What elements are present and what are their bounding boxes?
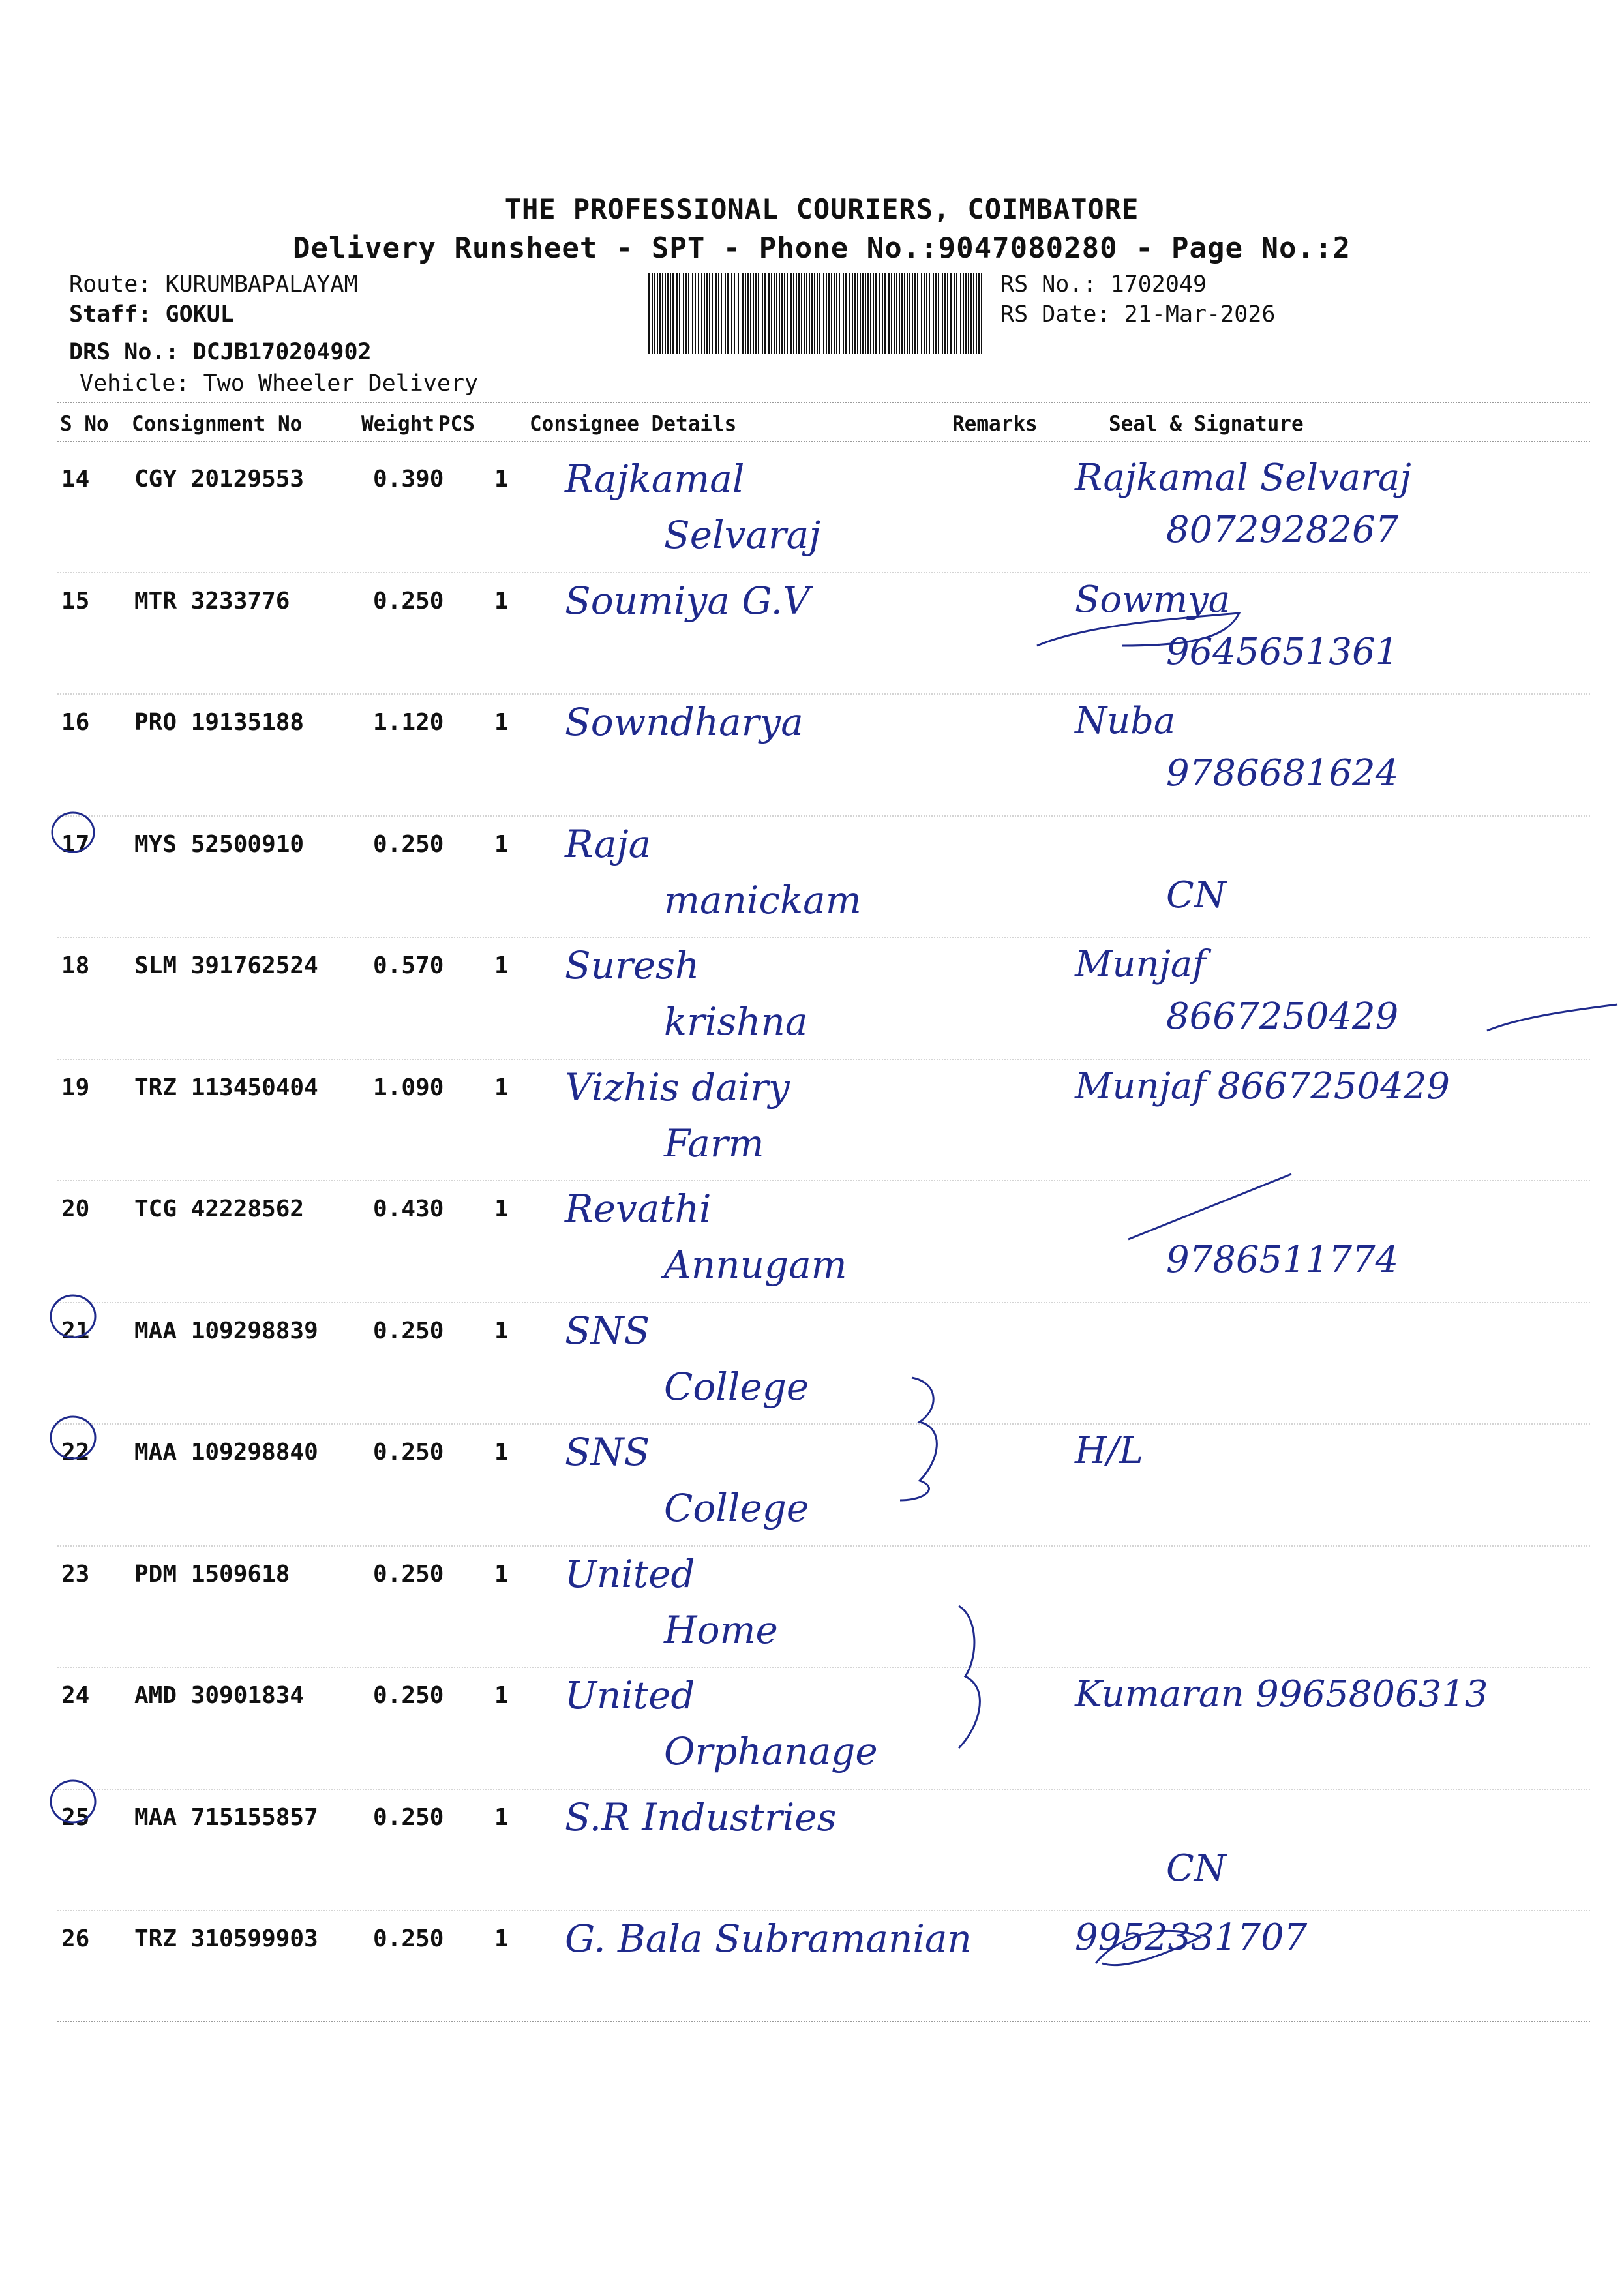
consignee-name-line2: Annugam (664, 1243, 847, 1287)
barcode-bar (852, 273, 853, 354)
consignee-name-line2: Home (664, 1608, 778, 1652)
header-top-rule (57, 402, 1590, 403)
barcode-bar (817, 273, 818, 354)
barcode-bar (652, 273, 653, 354)
consignee-name-line1: S.R Industries (565, 1795, 837, 1839)
signature-line1: Munjaf (1075, 943, 1206, 986)
barcode-bar (706, 273, 708, 354)
pieces-count: 1 (494, 709, 509, 736)
serial-number: 26 (61, 1926, 90, 1952)
serial-number: 15 (61, 588, 90, 614)
barcode-bar (862, 273, 864, 354)
consignee-name-line1: Raja (565, 822, 652, 866)
barcode-bar (823, 273, 824, 354)
row-divider (57, 815, 1590, 817)
barcode-bar (947, 273, 948, 354)
barcode-bar (978, 273, 980, 354)
barcode-bar (926, 273, 927, 354)
drs-label: DRS No.: (69, 339, 179, 365)
header-bottom-rule (57, 441, 1590, 442)
barcode-bar (762, 273, 763, 354)
signature-line1: Rajkamal Selvaraj (1075, 457, 1411, 499)
row-divider (57, 937, 1590, 938)
col-pcs: PCS (438, 412, 475, 436)
barcode-bar (698, 273, 699, 354)
consignee-name-line2: Orphanage (664, 1729, 878, 1774)
serial-number: 24 (61, 1682, 90, 1709)
serial-number: 17 (61, 831, 90, 858)
barcode-bar (963, 273, 964, 354)
drs-value: DCJB170204902 (192, 339, 372, 365)
barcode-bar (854, 273, 856, 354)
weight-value: 0.250 (373, 831, 444, 858)
consignee-name-line1: Vizhis dairy (565, 1065, 790, 1110)
pieces-count: 1 (494, 1682, 509, 1709)
barcode-bar (875, 273, 877, 354)
consignment-number: PDM 1509618 (134, 1561, 290, 1588)
barcode-bar (755, 273, 757, 354)
barcode-bar (884, 273, 886, 354)
barcode-bar (721, 273, 722, 354)
barcode-bar (912, 273, 913, 354)
consignment-number: PRO 19135188 (134, 709, 305, 736)
barcode-bar (981, 273, 982, 354)
barcode-bar (715, 273, 717, 354)
consignee-name-line1: Soumiya G.V (565, 579, 810, 623)
barcode-bar (828, 273, 830, 354)
col-consignment: Consignment No (132, 412, 303, 436)
barcode-bar (909, 273, 910, 354)
pieces-count: 1 (494, 466, 509, 492)
barcode-bar (764, 273, 766, 354)
barcode-bar (970, 273, 972, 354)
weight-value: 0.250 (373, 588, 444, 614)
table-row (57, 1545, 1590, 1667)
consignment-number: AMD 30901834 (134, 1682, 305, 1709)
barcode (647, 273, 987, 354)
serial-number: 23 (61, 1561, 90, 1588)
barcode-bar (938, 273, 939, 354)
barcode-bar (692, 273, 693, 354)
consignee-name-line2: krishna (664, 999, 808, 1044)
pieces-count: 1 (494, 1926, 509, 1952)
company-title: THE PROFESSIONAL COURIERS, COIMBATORE (504, 193, 1139, 225)
barcode-bar (834, 273, 835, 354)
weight-value: 0.390 (373, 466, 444, 492)
barcode-bar (924, 273, 925, 354)
consignee-name-line1: G. Bala Subramanian (565, 1916, 972, 1961)
col-weight: Weight (361, 412, 434, 436)
consignee-name-line1: SNS (565, 1430, 650, 1474)
consignee-name-line1: Suresh (565, 943, 700, 988)
barcode-bar (796, 273, 797, 354)
barcode-bar (879, 273, 880, 354)
pieces-count: 1 (494, 1561, 509, 1588)
barcode-bar (718, 273, 719, 354)
barcode-bar (896, 273, 897, 354)
signature-line1: Kumaran 9965806313 (1075, 1673, 1488, 1715)
barcode-bar (843, 273, 844, 354)
table-row (57, 572, 1590, 693)
table-row (57, 1302, 1590, 1423)
barcode-bar (917, 273, 918, 354)
barcode-bar (849, 273, 850, 354)
barcode-bar (865, 273, 866, 354)
route-value: KURUMBAPALAYAM (165, 271, 358, 297)
barcode-bar (901, 273, 903, 354)
barcode-bar (648, 273, 650, 354)
row-divider (57, 1667, 1590, 1668)
barcode-bar (747, 273, 749, 354)
signature-line2: 9786681624 (1166, 752, 1399, 794)
barcode-bar (968, 273, 969, 354)
consignee-name-line2: College (664, 1486, 809, 1530)
pieces-count: 1 (494, 831, 509, 858)
barcode-bar (670, 273, 671, 354)
consignment-number: MYS 52500910 (134, 831, 305, 858)
signature-line1: Sowmya (1075, 579, 1231, 621)
barcode-bar (701, 273, 702, 354)
consignment-number: TCG 42228562 (134, 1196, 305, 1222)
barcode-bar (679, 273, 680, 354)
barcode-bar (798, 273, 800, 354)
weight-value: 0.250 (373, 1439, 444, 1466)
consignment-number: MAA 109298840 (134, 1439, 318, 1466)
barcode-bar (750, 273, 751, 354)
barcode-bar (787, 273, 788, 354)
row-divider (57, 1302, 1590, 1303)
barcode-bar (704, 273, 705, 354)
consignment-number: TRZ 113450404 (134, 1074, 318, 1101)
barcode-bar (860, 273, 861, 354)
col-signature: Seal & Signature (1109, 412, 1304, 436)
barcode-bar (801, 273, 802, 354)
serial-number: 21 (61, 1318, 90, 1344)
barcode-bar (784, 273, 785, 354)
signature-line1: Nuba (1075, 700, 1176, 742)
barcode-bar (709, 273, 710, 354)
weight-value: 0.430 (373, 1196, 444, 1222)
barcode-bar (891, 273, 892, 354)
barcode-bar (914, 273, 916, 354)
barcode-bar (831, 273, 832, 354)
rs-date-label: RS Date: (1000, 301, 1111, 327)
col-remarks: Remarks (952, 412, 1038, 436)
barcode-bar (676, 273, 678, 354)
row-divider (57, 1545, 1590, 1547)
barcode-bar (742, 273, 744, 354)
barcode-bar (657, 273, 658, 354)
barcode-bar (804, 273, 805, 354)
barcode-bar (950, 273, 952, 354)
barcode-bar (776, 273, 777, 354)
barcode-bar (899, 273, 900, 354)
barcode-bar (809, 273, 810, 354)
barcode-bar (929, 273, 930, 354)
row-divider (57, 572, 1590, 573)
serial-number: 20 (61, 1196, 90, 1222)
barcode-bar (683, 273, 684, 354)
pieces-count: 1 (494, 1804, 509, 1831)
consignee-name-line1: United (565, 1673, 695, 1717)
table-row (57, 450, 1590, 571)
weight-value: 0.250 (373, 1561, 444, 1588)
route-line (69, 271, 358, 297)
barcode-bar (873, 273, 874, 354)
consignee-name-line1: Rajkamal (565, 457, 745, 501)
barcode-bar (857, 273, 858, 354)
consignment-number: MAA 715155857 (134, 1804, 318, 1831)
barcode-bar (882, 273, 883, 354)
consignee-name-line2: Selvaraj (664, 513, 821, 557)
rs-date-line (1000, 301, 1275, 327)
barcode-bar (672, 273, 674, 354)
barcode-bar (774, 273, 775, 354)
vehicle-line (80, 370, 478, 397)
barcode-bar (870, 273, 871, 354)
barcode-bar (731, 273, 732, 354)
barcode-bar (836, 273, 837, 354)
consignee-name-line2: College (664, 1365, 809, 1409)
barcode-bar (894, 273, 895, 354)
row-divider (57, 1910, 1590, 1911)
barcode-bar (819, 273, 820, 354)
runsheet-subtitle: Delivery Runsheet - SPT - Phone No.:9047080280 - Page No.:2 (293, 232, 1351, 265)
weight-value: 0.250 (373, 1682, 444, 1709)
serial-number: 25 (61, 1804, 90, 1831)
barcode-bar (965, 273, 967, 354)
consignee-name-line1: Revathi (565, 1186, 712, 1231)
consignment-number: TRZ 310599903 (134, 1926, 318, 1952)
barcode-bar (695, 273, 696, 354)
row-divider (57, 1059, 1590, 1060)
table-row (57, 1789, 1590, 1910)
barcode-bar (768, 273, 770, 354)
barcode-bar (781, 273, 783, 354)
signature-line2: 9786511774 (1166, 1239, 1399, 1281)
barcode-bar (725, 273, 726, 354)
signature-line2: 8072928267 (1166, 509, 1399, 551)
barcode-bar (954, 273, 955, 354)
table-row (57, 693, 1590, 815)
signature-line2: 9645651361 (1166, 631, 1399, 673)
weight-value: 0.250 (373, 1926, 444, 1952)
table-row (57, 937, 1590, 1058)
rs-no-value: 1702049 (1110, 271, 1207, 297)
pieces-count: 1 (494, 1318, 509, 1344)
serial-number: 19 (61, 1074, 90, 1101)
barcode-bar (712, 273, 713, 354)
barcode-bar (888, 273, 890, 354)
pieces-count: 1 (494, 1074, 509, 1101)
barcode-bar (845, 273, 847, 354)
weight-value: 1.120 (373, 709, 444, 736)
barcode-bar (727, 273, 729, 354)
consignment-number: SLM 391762524 (134, 952, 318, 979)
barcode-bar (976, 273, 977, 354)
barcode-bar (867, 273, 869, 354)
row-divider (57, 693, 1590, 695)
barcode-bar (793, 273, 794, 354)
weight-value: 0.250 (373, 1318, 444, 1344)
consignee-name-line1: United (565, 1552, 695, 1596)
barcode-bar (753, 273, 754, 354)
signature-line2: CN (1166, 874, 1226, 916)
barcode-bar (734, 273, 735, 354)
barcode-bar (771, 273, 772, 354)
barcode-bar (907, 273, 908, 354)
pieces-count: 1 (494, 1196, 509, 1222)
barcode-bar (935, 273, 937, 354)
col-consignee: Consignee Details (530, 412, 737, 436)
rs-date-value: 21-Mar-2026 (1124, 301, 1276, 327)
consignee-name-line2: Farm (664, 1121, 764, 1166)
staff-value: GOKUL (165, 301, 234, 327)
signature-line2: CN (1166, 1847, 1226, 1890)
table-row (57, 1667, 1590, 1788)
consignee-name-line1: Sowndharya (565, 700, 804, 744)
table-bottom-rule (57, 2021, 1590, 2022)
weight-value: 0.250 (373, 1804, 444, 1831)
signature-line2: 8667250429 (1166, 995, 1399, 1038)
barcode-bar (921, 273, 922, 354)
drs-line (69, 339, 372, 365)
barcode-bar (806, 273, 807, 354)
barcode-bar (956, 273, 957, 354)
table-row (57, 1423, 1590, 1545)
weight-value: 0.570 (373, 952, 444, 979)
row-divider (57, 1180, 1590, 1181)
signature-line1: 9952331707 (1075, 1916, 1308, 1959)
pieces-count: 1 (494, 952, 509, 979)
barcode-bar (839, 273, 840, 354)
barcode-bar (685, 273, 687, 354)
pieces-count: 1 (494, 588, 509, 614)
staff-line (69, 301, 234, 327)
barcode-bar (790, 273, 792, 354)
row-divider (57, 1789, 1590, 1790)
barcode-bar (973, 273, 974, 354)
consignee-name-line2: manickam (664, 878, 862, 922)
barcode-bar (738, 273, 739, 354)
barcode-bar (826, 273, 827, 354)
signature-line1: Munjaf 8667250429 (1075, 1065, 1451, 1108)
vehicle-label: Vehicle: (80, 370, 190, 397)
consignment-number: CGY 20129553 (134, 466, 305, 492)
barcode-bar (667, 273, 669, 354)
rs-no-label: RS No.: (1000, 271, 1097, 297)
barcode-bar (904, 273, 905, 354)
vehicle-value: Two Wheeler Delivery (203, 370, 479, 397)
barcode-bar (665, 273, 666, 354)
table-row (57, 1910, 1590, 2031)
staff-label: Staff: (69, 301, 152, 327)
barcode-bar (960, 273, 961, 354)
table-row (57, 815, 1590, 937)
consignee-name-line1: SNS (565, 1308, 650, 1353)
serial-number: 14 (61, 466, 90, 492)
barcode-bar (662, 273, 663, 354)
table-row (57, 1180, 1590, 1301)
barcode-bar (779, 273, 780, 354)
table-row (57, 1059, 1590, 1180)
col-sno: S No (60, 412, 109, 436)
barcode-bar (944, 273, 946, 354)
serial-number: 22 (61, 1439, 90, 1466)
rs-no-line (1000, 271, 1207, 297)
row-divider (57, 1423, 1590, 1425)
barcode-bar (654, 273, 655, 354)
serial-number: 18 (61, 952, 90, 979)
barcode-bar (758, 273, 759, 354)
route-label: Route: (69, 271, 152, 297)
barcode-bar (745, 273, 746, 354)
barcode-bar (811, 273, 813, 354)
pieces-count: 1 (494, 1439, 509, 1466)
barcode-bar (933, 273, 934, 354)
consignment-number: MTR 3233776 (134, 588, 290, 614)
barcode-bar (814, 273, 815, 354)
barcode-bar (688, 273, 689, 354)
consignment-number: MAA 109298839 (134, 1318, 318, 1344)
barcode-bar (942, 273, 943, 354)
barcode-bar (659, 273, 661, 354)
signature-line1: H/L (1075, 1430, 1143, 1472)
serial-number: 16 (61, 709, 90, 736)
weight-value: 1.090 (373, 1074, 444, 1101)
